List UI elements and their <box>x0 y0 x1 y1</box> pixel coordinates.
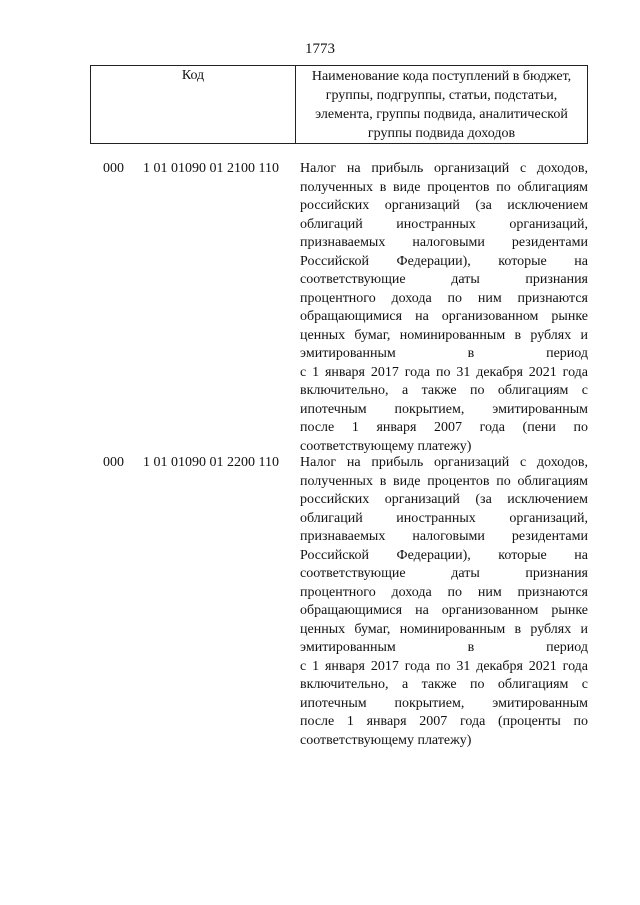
code-description <box>300 160 588 456</box>
description-line: облигаций иностранных организаций, <box>300 216 588 232</box>
description-line: соответствующему платежу) <box>300 438 472 454</box>
admin-code: 000 <box>103 161 124 176</box>
description-line: обращающимися на организованном рынке <box>300 309 588 324</box>
description-line: Российской Федерации), которые на <box>300 253 588 269</box>
budget-classification-code: 1 01 01090 01 2200 110 <box>143 455 279 470</box>
description-line: соответствующие даты признания <box>300 566 588 581</box>
header-code-cell: Код <box>91 66 296 143</box>
description-line: с 1 января 2017 года по 31 декабря 2021 года <box>300 658 588 674</box>
description-line: процентного дохода по ним признаются <box>300 290 588 306</box>
description-line: соответствующему платежу) <box>300 732 472 748</box>
description-line: соответствующие даты признания <box>300 272 588 287</box>
description-line: эмитированным в период <box>300 640 588 655</box>
description-line: с 1 января 2017 года по 31 декабря 2021 года <box>300 364 588 380</box>
description-line: ценных бумаг, номинированным в рублях и <box>300 621 588 637</box>
description-line: включительно, а также по облигациям с <box>300 677 588 692</box>
description-line: Налог на прибыль организаций с доходов, <box>300 161 588 176</box>
header-name-line: Наименование кода поступлений в бюджет, <box>311 69 572 84</box>
header-name-line: группы, подгруппы, статьи, подстатьи, <box>325 88 558 103</box>
table-header <box>90 65 588 144</box>
description-line: эмитированным в период <box>300 346 588 361</box>
description-line: полученных в виде процентов по облигациям <box>300 179 588 195</box>
header-name-cell <box>296 66 587 143</box>
description-line: Российской Федерации), которые на <box>300 547 588 563</box>
description-line: включительно, а также по облигациям с <box>300 383 588 398</box>
description-line: ипотечным покрытием, эмитированным <box>300 695 588 711</box>
admin-code: 000 <box>103 455 124 470</box>
description-line: Налог на прибыль организаций с доходов, <box>300 455 588 470</box>
header-name-line: элемента, группы подвида, аналитической <box>315 107 568 122</box>
budget-classification-code: 1 01 01090 01 2100 110 <box>143 161 279 176</box>
description-line: признаваемых налоговыми резидентами <box>300 529 588 544</box>
description-line: российских организаций (за исключением <box>300 492 588 507</box>
code-description <box>300 454 588 750</box>
description-line: ценных бумаг, номинированным в рублях и <box>300 327 588 343</box>
description-line: полученных в виде процентов по облигациям <box>300 473 588 489</box>
description-line: ипотечным покрытием, эмитированным <box>300 401 588 417</box>
header-name-line: группы подвида доходов <box>367 126 516 141</box>
description-line: после 1 января 2007 года (пени по <box>300 420 588 435</box>
description-line: обращающимися на организованном рынке <box>300 603 588 618</box>
description-line: облигаций иностранных организаций, <box>300 510 588 526</box>
page-number: 1773 <box>305 41 335 57</box>
description-line: после 1 января 2007 года (проценты по <box>300 714 588 729</box>
description-line: признаваемых налоговыми резидентами <box>300 235 588 250</box>
description-line: процентного дохода по ним признаются <box>300 584 588 600</box>
description-line: российских организаций (за исключением <box>300 198 588 213</box>
